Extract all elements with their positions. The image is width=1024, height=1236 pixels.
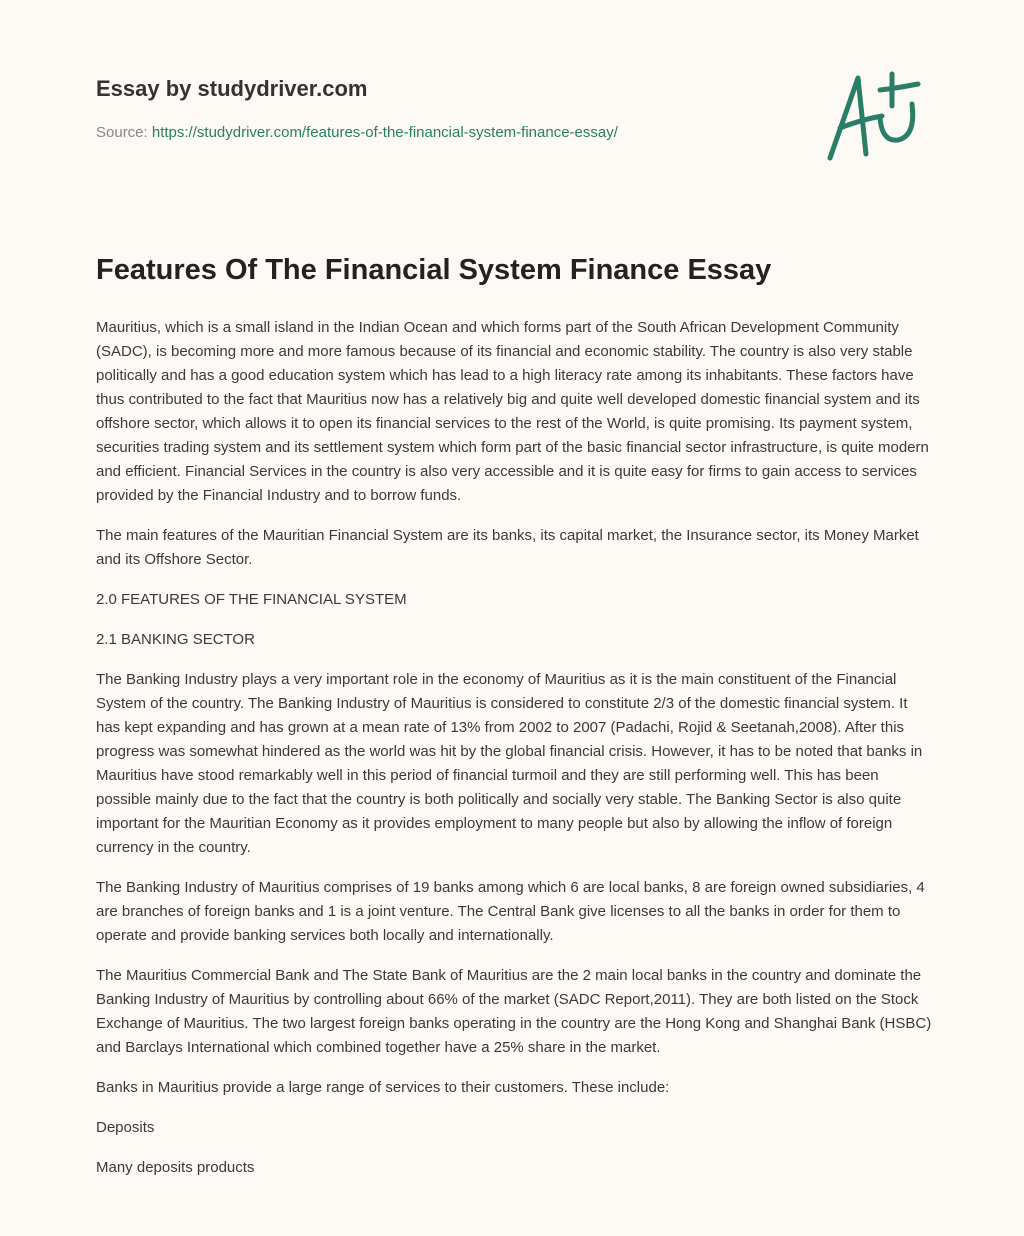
site-brand: Essay by studydriver.com — [96, 76, 368, 101]
page-title: Features Of The Financial System Finance Essay — [96, 254, 772, 286]
essay-body — [96, 316, 932, 1196]
paragraph: The Mauritius Commercial Bank and The State Bank of Mauritius are the 2 main local banks in the country and dominate the Banking Industry of Mauritius by controlling about 66% of the market (SADC Report,2011). They are both listed on the Stock Exchange of Mauritius. The two largest foreign banks operating in the country are the Hong Kong and Shanghai Bank (HSBC) and Barclays International which combined together have a 25% share in the market. — [96, 967, 932, 1056]
paragraph: The Banking Industry plays a very important role in the economy of Mauritius as it is the main constituent of the Financial System of the country. The Banking Industry of Mauritius is considered to constitute 2/3 of the domestic financial system. It has kept expanding and has grown at a mean rate of 13% from 2002 to 2007 (Padachi, Rojid & Seetanah,2008). After this progress was somewhat hindered as the world was hit by the global financial crisis. However, it has to be noted that banks in Mauritius have stood remarkably well in this period of financial turmoil and they are still performing well. This has been possible mainly due to the fact that the country is both politically and socially very stable. The Banking Sector is also quite important for the Mauritian Economy as it provides employment to many people but also by allowing the inflow of foreign currency in the country. — [96, 671, 923, 856]
source-line — [96, 124, 618, 141]
source-link[interactable]: https://studydriver.com/features-of-the-financial-system-finance-essay/ — [151, 124, 618, 141]
paragraph: The main features of the Mauritian Financial System are its banks, its capital market, the Insurance sector, its Money Market and its Offshore Sector. — [96, 527, 919, 568]
paragraph: Mauritius, which is a small island in the Indian Ocean and which forms part of the South African Development Community (SADC), is becoming more and more famous because of its financial and economic stability. The country is also very stable politically and has a good education system which has lead to a high literacy rate among its inhabitants. These factors have thus contributed to the fact that Mauritius now has a relatively big and quite well developed domestic financial system and its offshore sector, which allows it to open its financial services to the rest of the World, is quite promising. Its payment system, securities trading system and its settlement system which form part of the basic financial sector infrastructure, is quite modern and efficient. Financial Services in the country is also very accessible and it is quite easy for firms to gain access to services provided by the Financial Industry and to borrow funds. — [96, 319, 929, 504]
paragraph: Deposits — [96, 1119, 155, 1136]
paragraph: Many deposits products — [96, 1159, 255, 1176]
subsection-heading: 2.1 BANKING SECTOR — [96, 631, 255, 648]
section-heading: 2.0 FEATURES OF THE FINANCIAL SYSTEM — [96, 591, 407, 608]
paragraph: The Banking Industry of Mauritius comprises of 19 banks among which 6 are local banks, 8 are foreign owned subsidiaries, 4 are branches of foreign banks and 1 is a joint venture. The Central Bank give licenses to all the banks in order for them to operate and provide banking services both locally and internationally. — [96, 879, 925, 944]
a-plus-logo-icon — [820, 66, 930, 166]
source-label: Source: — [96, 124, 148, 141]
paragraph: Banks in Mauritius provide a large range of services to their customers. These include: — [96, 1079, 670, 1096]
